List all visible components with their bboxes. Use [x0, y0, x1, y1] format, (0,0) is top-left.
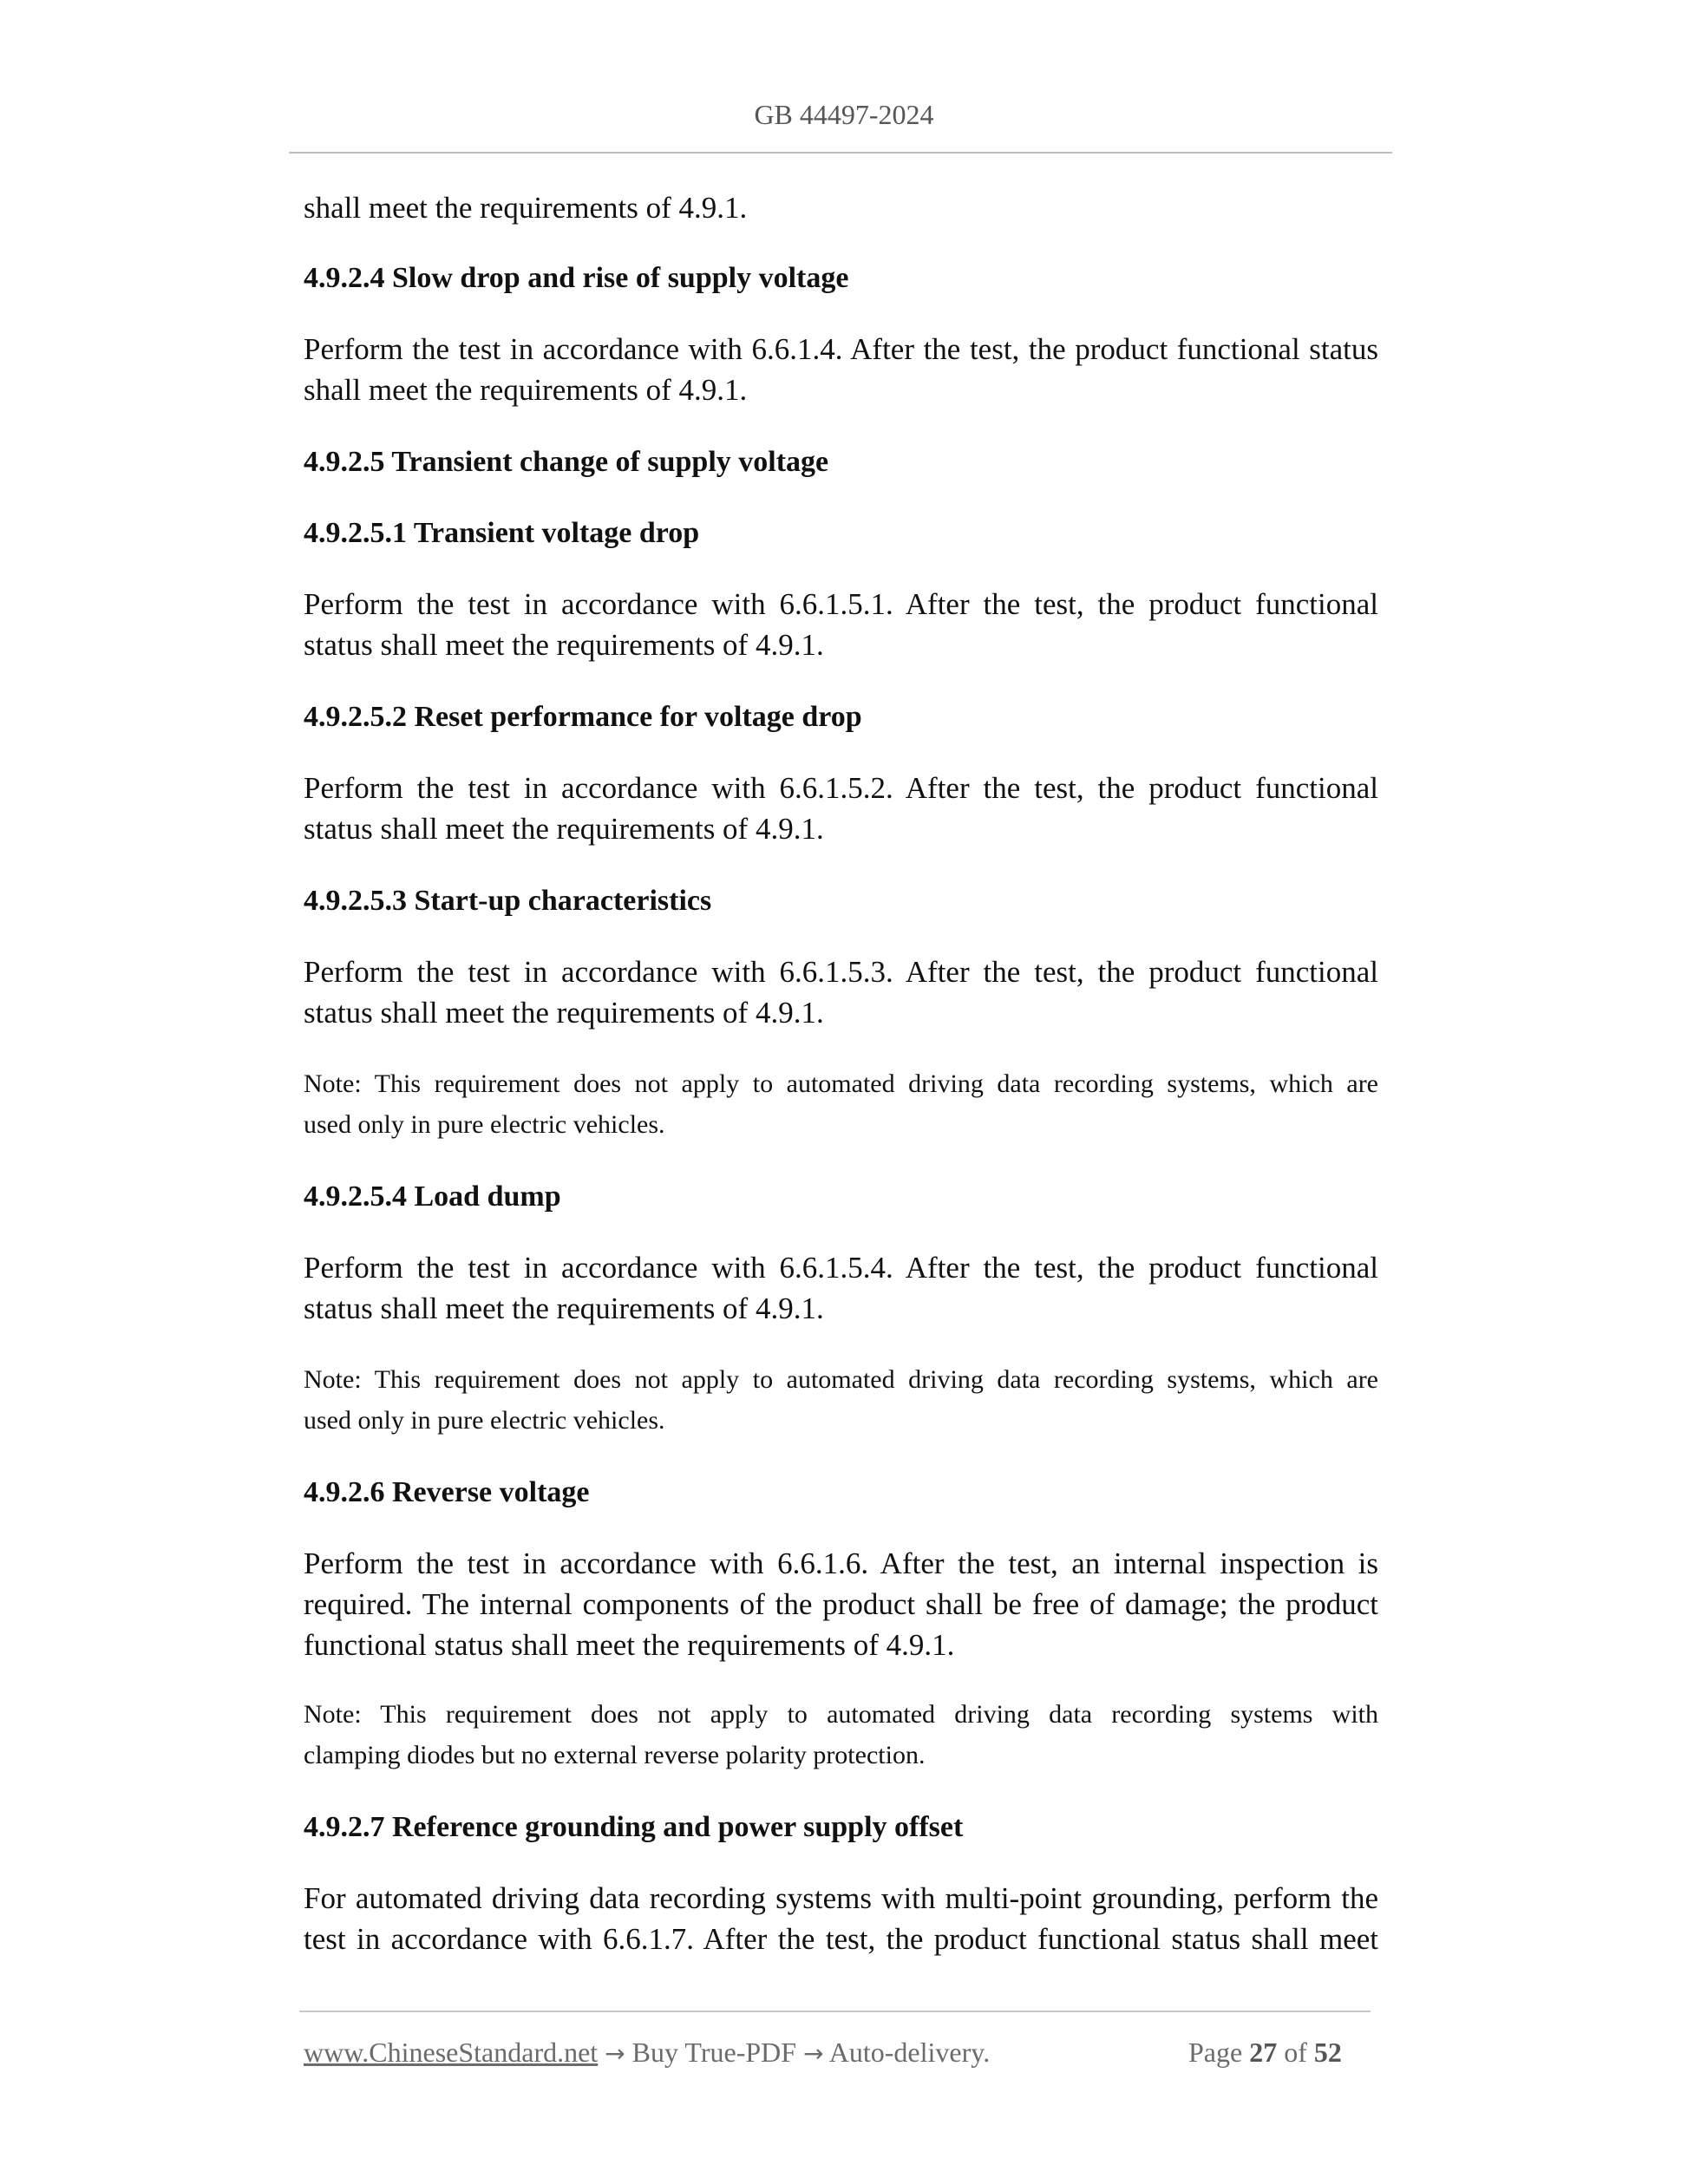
- paragraph-line: Perform the test in accordance with 6.6.1.5.1. After the test, the product functional: [304, 587, 1378, 621]
- paragraph-line: Perform the test in accordance with 6.6.1.4. After the test, the product functional status: [304, 332, 1378, 366]
- note-line: Note: This requirement does not apply to automated driving data recording systems, which are: [304, 1069, 1378, 1098]
- section-heading-4-9-2-5-2: 4.9.2.5.2 Reset performance for voltage drop: [304, 701, 862, 733]
- paragraph-line: status shall meet the requirements of 4.9.1.: [304, 1291, 824, 1325]
- paragraph-line: For automated driving data recording systems with multi-point grounding, perform the: [304, 1881, 1378, 1915]
- section-heading-4-9-2-6: 4.9.2.6 Reverse voltage: [304, 1476, 590, 1508]
- paragraph-line: shall meet the requirements of 4.9.1.: [304, 373, 748, 407]
- footer-promo: [304, 2035, 990, 2071]
- paragraph-line: status shall meet the requirements of 4.9.1.: [304, 996, 824, 1030]
- note-line: used only in pure electric vehicles.: [304, 1110, 665, 1139]
- paragraph-line: functional status shall meet the requirements of 4.9.1.: [304, 1628, 955, 1662]
- section-heading-4-9-2-7: 4.9.2.7 Reference grounding and power supply offset: [304, 1811, 964, 1843]
- note-line: Note: This requirement does not apply to automated driving data recording systems with: [304, 1700, 1378, 1729]
- paragraph-line: Perform the test in accordance with 6.6.1.6. After the test, an internal inspection is: [304, 1546, 1378, 1580]
- header-divider: [289, 152, 1392, 154]
- arrow-right-icon: →: [803, 2039, 824, 2068]
- page-indicator: [1188, 2035, 1342, 2070]
- arrow-right-icon: →: [605, 2039, 625, 2068]
- section-heading-4-9-2-5-1: 4.9.2.5.1 Transient voltage drop: [304, 517, 700, 549]
- paragraph-line: shall meet the requirements of 4.9.1.: [304, 191, 748, 225]
- document-id-header: GB 44497-2024: [754, 99, 934, 130]
- section-heading-4-9-2-4: 4.9.2.4 Slow drop and rise of supply voltage: [304, 262, 849, 294]
- paragraph-line: test in accordance with 6.6.1.7. After the test, the product functional status shall meet: [304, 1922, 1378, 1956]
- section-heading-4-9-2-5-3: 4.9.2.5.3 Start-up characteristics: [304, 885, 712, 917]
- section-heading-4-9-2-5-4: 4.9.2.5.4 Load dump: [304, 1180, 561, 1213]
- section-heading-4-9-2-5: 4.9.2.5 Transient change of supply voltage: [304, 446, 829, 478]
- footer-divider: [299, 2011, 1371, 2012]
- paragraph-line: Perform the test in accordance with 6.6.1.5.4. After the test, the product functional: [304, 1251, 1378, 1285]
- note-line: used only in pure electric vehicles.: [304, 1406, 665, 1435]
- paragraph-line: Perform the test in accordance with 6.6.1.5.2. After the test, the product functional: [304, 771, 1378, 805]
- site-link[interactable]: www.ChineseStandard.net: [304, 2037, 599, 2068]
- note-line: Note: This requirement does not apply to automated driving data recording systems, which are: [304, 1365, 1378, 1394]
- of-label: of: [1284, 2037, 1307, 2068]
- paragraph-line: required. The internal components of the product shall be free of damage; the product: [304, 1587, 1378, 1621]
- paragraph-line: Perform the test in accordance with 6.6.1.5.3. After the test, the product functional: [304, 955, 1378, 989]
- page-current: 27: [1249, 2037, 1278, 2068]
- page-label: Page: [1188, 2037, 1243, 2068]
- paragraph-line: status shall meet the requirements of 4.9.1.: [304, 628, 824, 662]
- auto-delivery-label: Auto-delivery.: [828, 2037, 991, 2068]
- note-line: clamping diodes but no external reverse polarity protection.: [304, 1741, 926, 1769]
- buy-pdf-label: Buy True-PDF: [631, 2037, 797, 2068]
- paragraph-line: status shall meet the requirements of 4.9.1.: [304, 812, 824, 846]
- page-total: 52: [1313, 2037, 1342, 2068]
